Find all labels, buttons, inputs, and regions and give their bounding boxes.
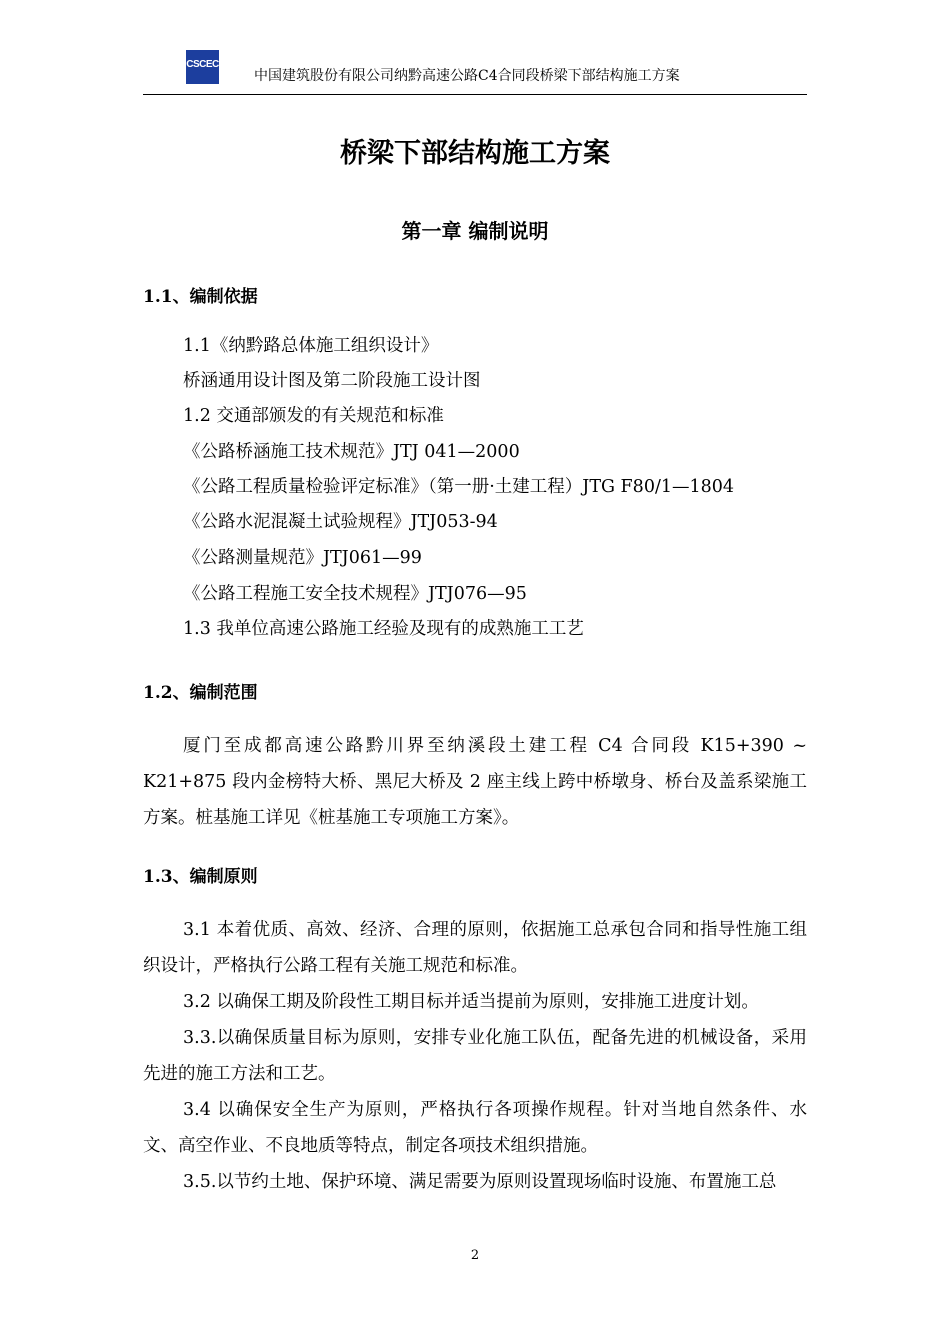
section-heading-1-2: 1.2、编制范围: [143, 683, 258, 703]
principle-paragraph: 3.4 以确保安全生产为原则，严格执行各项操作规程。针对当地自然条件、水文、高空作业、不良地质等特点，制定各项技术组织措施。: [143, 1100, 807, 1156]
basis-line: 《公路水泥混凝土试验规程》JTJ053-94: [183, 512, 498, 532]
section-heading-1-1: 1.1、编制依据: [143, 287, 258, 307]
basis-line: 1.3 我单位高速公路施工经验及现有的成熟施工工艺: [183, 619, 584, 639]
principle-paragraph: 3.3.以确保质量目标为原则，安排专业化施工队伍，配备先进的机械设备，采用先进的施工方法和工艺。: [143, 1028, 807, 1084]
basis-line: 1.1《纳黔路总体施工组织设计》: [183, 336, 439, 356]
basis-line: 《公路测量规范》JTJ061—99: [183, 548, 422, 568]
section-heading-1-3: 1.3、编制原则: [143, 867, 258, 887]
page-number: 2: [470, 1248, 480, 1263]
principle-paragraph: 3.1 本着优质、高效、经济、合理的原则，依据施工总承包合同和指导性施工组织设计，严格执行公路工程有关施工规范和标准。: [143, 920, 807, 976]
basis-line: 桥涵通用设计图及第二阶段施工设计图: [183, 371, 481, 391]
principle-paragraph: 3.5.以节约土地、保护环境、满足需要为原则设置现场临时设施、布置施工总: [183, 1172, 777, 1192]
document-title: 桥梁下部结构施工方案: [340, 138, 610, 169]
principle-paragraph: 3.2 以确保工期及阶段性工期目标并适当提前为原则，安排施工进度计划。: [183, 992, 759, 1012]
page-header: [143, 48, 807, 95]
basis-line: 《公路工程质量检验评定标准》（第一册·土建工程）JTG F80/1—1804: [183, 477, 735, 497]
basis-line: 1.2 交通部颁发的有关规范和标准: [183, 406, 444, 426]
basis-line: 《公路工程施工安全技术规程》JTJ076—95: [183, 584, 527, 604]
header-title: 中国建筑股份有限公司纳黔高速公路C4合同段桥梁下部结构施工方案: [254, 68, 680, 84]
cscec-logo-icon: [186, 50, 219, 84]
basis-line: 《公路桥涵施工技术规范》JTJ 041—2000: [183, 442, 520, 462]
chapter-heading: 第一章 编制说明: [401, 219, 549, 243]
logo-text: CSCEC: [186, 59, 219, 70]
scope-paragraph: 厦门至成都高速公路黔川界至纳溪段土建工程 C4 合同段 K15+390 ~ K21+875 段内金榜特大桥、黑尼大桥及 2 座主线上跨中桥墩身、桥台及盖系梁施工方案。桩基施工详见《桩基施工专项施工方案》。: [143, 736, 807, 828]
